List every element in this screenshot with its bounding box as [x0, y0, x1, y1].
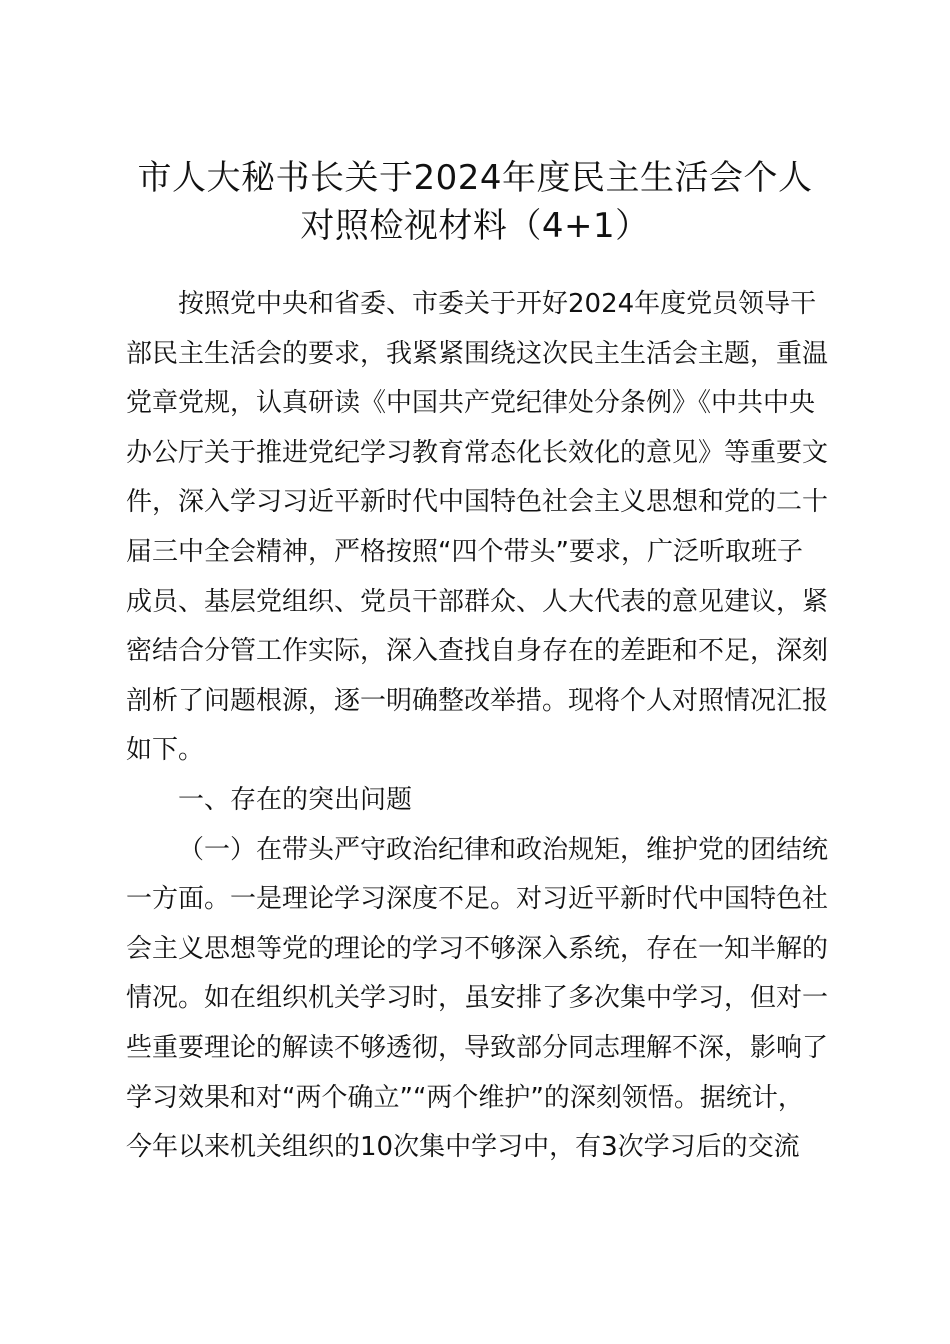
paragraph-3-line: （一）在带头严守政治纪律和政治规矩，维护党的团结统: [178, 834, 829, 865]
title-line-2: 对照检视材料（4+1）: [300, 206, 650, 246]
paragraph-1-line: 剖析了问题根源，逐一明确整改举措。现将个人对照情况汇报: [126, 685, 829, 716]
paragraph-1-line: 按照党中央和省委、市委关于开好2024年度党员领导干: [178, 289, 817, 319]
paragraph-1-line: 部民主生活会的要求，我紧紧围绕这次民主生活会主题，重温: [126, 338, 829, 369]
paragraph-1-line: 办公厅关于推进党纪学习教育常态化长效化的意见》等重要文: [126, 437, 829, 468]
paragraph-1-line: 件，深入学习习近平新时代中国特色社会主义思想和党的二十: [126, 487, 829, 518]
paragraph-3-line: 今年以来机关组织的10次集中学习中，有3次学习后的交流: [126, 1132, 800, 1163]
document-body: [126, 280, 846, 1173]
paragraph-1-line: 成员、基层党组织、党员干部群众、人大代表的意见建议，紧: [126, 586, 829, 617]
title-line-1: 市人大秘书长关于2024年度民主生活会个人: [137, 158, 813, 198]
paragraph-3-line: 学习效果和对“两个确立”“两个维护”的深刻领悟。据统计，: [126, 1082, 804, 1113]
section-heading: 一、存在的突出问题: [178, 784, 413, 815]
paragraph-3-line: 会主义思想等党的理论的学习不够深入系统，存在一知半解的: [126, 933, 829, 964]
paragraph-3-line: 情况。如在组织机关学习时，虽安排了多次集中学习，但对一: [126, 983, 829, 1014]
paragraph-1-line: 密结合分管工作实际，深入查找自身存在的差距和不足，深刻: [126, 636, 829, 667]
paragraph-1-line: 届三中全会精神，严格按照“四个带头”要求，广泛听取班子: [126, 536, 803, 567]
paragraph-1-line: 党章党规，认真研读《中国共产党纪律处分条例》《中共中央: [126, 388, 816, 419]
document-title: [100, 154, 850, 250]
paragraph-3-line: 些重要理论的解读不够透彻，导致部分同志理解不深，影响了: [126, 1032, 829, 1063]
paragraph-1-line: 如下。: [126, 735, 205, 766]
paragraph-3-line: 一方面。一是理论学习深度不足。对习近平新时代中国特色社: [126, 884, 829, 915]
